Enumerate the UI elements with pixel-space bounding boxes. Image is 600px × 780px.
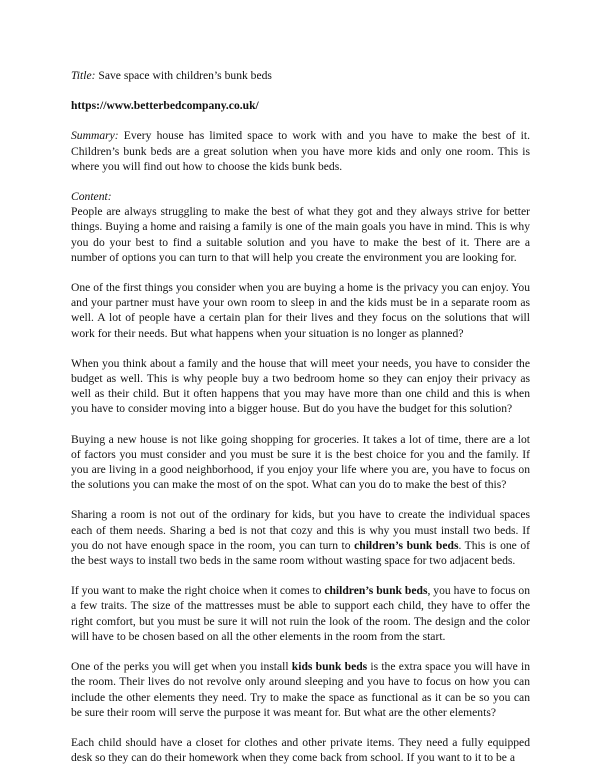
- title-line: [71, 68, 530, 83]
- content-paragraph-1: [71, 189, 530, 265]
- paragraph-5-text-a: Sharing a room is not out of the ordinary for kids, but you have to create the individual spaces each of them needs. Sharing a bed is not that cozy and this is why you must install two beds. If you do not have enough space in the room, you can turn to: [71, 508, 530, 552]
- content-paragraph-5: [71, 507, 530, 568]
- paragraph-6-text-b: , you have to focus on a few traits. The size of the mattresses must be able to support each child, they have to offer the right comfort, but you must be sure it will not ruin the look of the room. The design and the color will have to be chosen based on all the other elements in the room from the start.: [71, 584, 530, 643]
- keyword-kids-bunk-beds: kids bunk beds: [291, 660, 368, 674]
- paragraph-3-text: When you think about a family and the house that will meet your needs, you have to consider the budget as well. This is why people buy a two bedroom home so they can enjoy their privacy as well as their child. But it often happens that you may have more than one child and this is when you have to consider moving into a bigger house. But do you have the budget for this solution?: [71, 356, 530, 416]
- summary-label: Summary:: [71, 129, 119, 143]
- content-paragraph-3: [71, 356, 530, 417]
- paragraph-5-text-b: . This is one of the best ways to install two beds in the same room without wasting space for two adjacent beds.: [71, 538, 530, 568]
- summary-text: Every house has limited space to work with and you have to make the best of it. Children’s bunk beds are a great solution when you have more kids and only one room. This is where you will find out how to choose the kids bunk beds.: [71, 129, 530, 173]
- content-paragraph-8: [71, 735, 530, 765]
- paragraph-1-text: People are always struggling to make the best of what they got and they always strive for better things. Buying a home and raising a family is one of the main goals you have in mind. This is why you do your best to find a suitable solution and you have to make the best of it. There are a number of options you can turn to that will help you create the environment you are looking for.: [71, 205, 530, 264]
- paragraph-2-text: One of the first things you consider when you are buying a home is the privacy you can enjoy. You and your partner must have your own room to sleep in and the kids must be in a separate room as well. A lot of people have a certain plan for their lives and they focus on the solutions that will work for their needs. But what happens when your situation is no longer as planned?: [71, 281, 530, 340]
- title-label: Title:: [71, 69, 96, 82]
- paragraph-4-text: Buying a new house is not like going shopping for groceries. It takes a lot of time, there are a lot of factors you must consider and you must be sure it is the best choice for you and the family. If you are living in a good neighborhood, if you enjoy your life where you are, you have to focus on the solutions you can make the most of on the spot. What can you do to make the best of this?: [71, 432, 530, 492]
- document-title: Save space with children’s bunk beds: [98, 69, 272, 82]
- content-paragraph-6: [71, 583, 530, 644]
- keyword-childrens-bunk-beds-2: children’s bunk beds: [324, 584, 428, 598]
- content-paragraph-4: [71, 432, 530, 493]
- content-paragraph-2: [71, 280, 530, 341]
- content-label: Content:: [71, 190, 112, 204]
- url-line: [71, 98, 530, 113]
- paragraph-6-text-a: If you want to make the right choice when it comes to: [71, 584, 325, 598]
- keyword-childrens-bunk-beds: children’s bunk beds: [354, 538, 459, 552]
- paragraph-8-text: Each child should have a closet for clothes and other private items. They need a fully equipped desk so they can do their homework when they come back from school. If you want to it to be a: [71, 735, 530, 765]
- document-page: [71, 68, 530, 780]
- website-url[interactable]: https://www.betterbedcompany.co.uk/: [71, 99, 259, 113]
- summary-paragraph: [71, 128, 530, 174]
- content-paragraph-7: [71, 659, 530, 720]
- paragraph-7-text-a: One of the perks you will get when you install: [71, 660, 292, 674]
- paragraph-7-text-b: is the extra space you will have in the room. Their lives do not revolve only around sleeping and you have to focus on how you can include the other elements they need. Try to make the space as functional as it can be so you can be sure their room will serve the purpose it was meant for. But what are the other elements?: [71, 660, 530, 719]
